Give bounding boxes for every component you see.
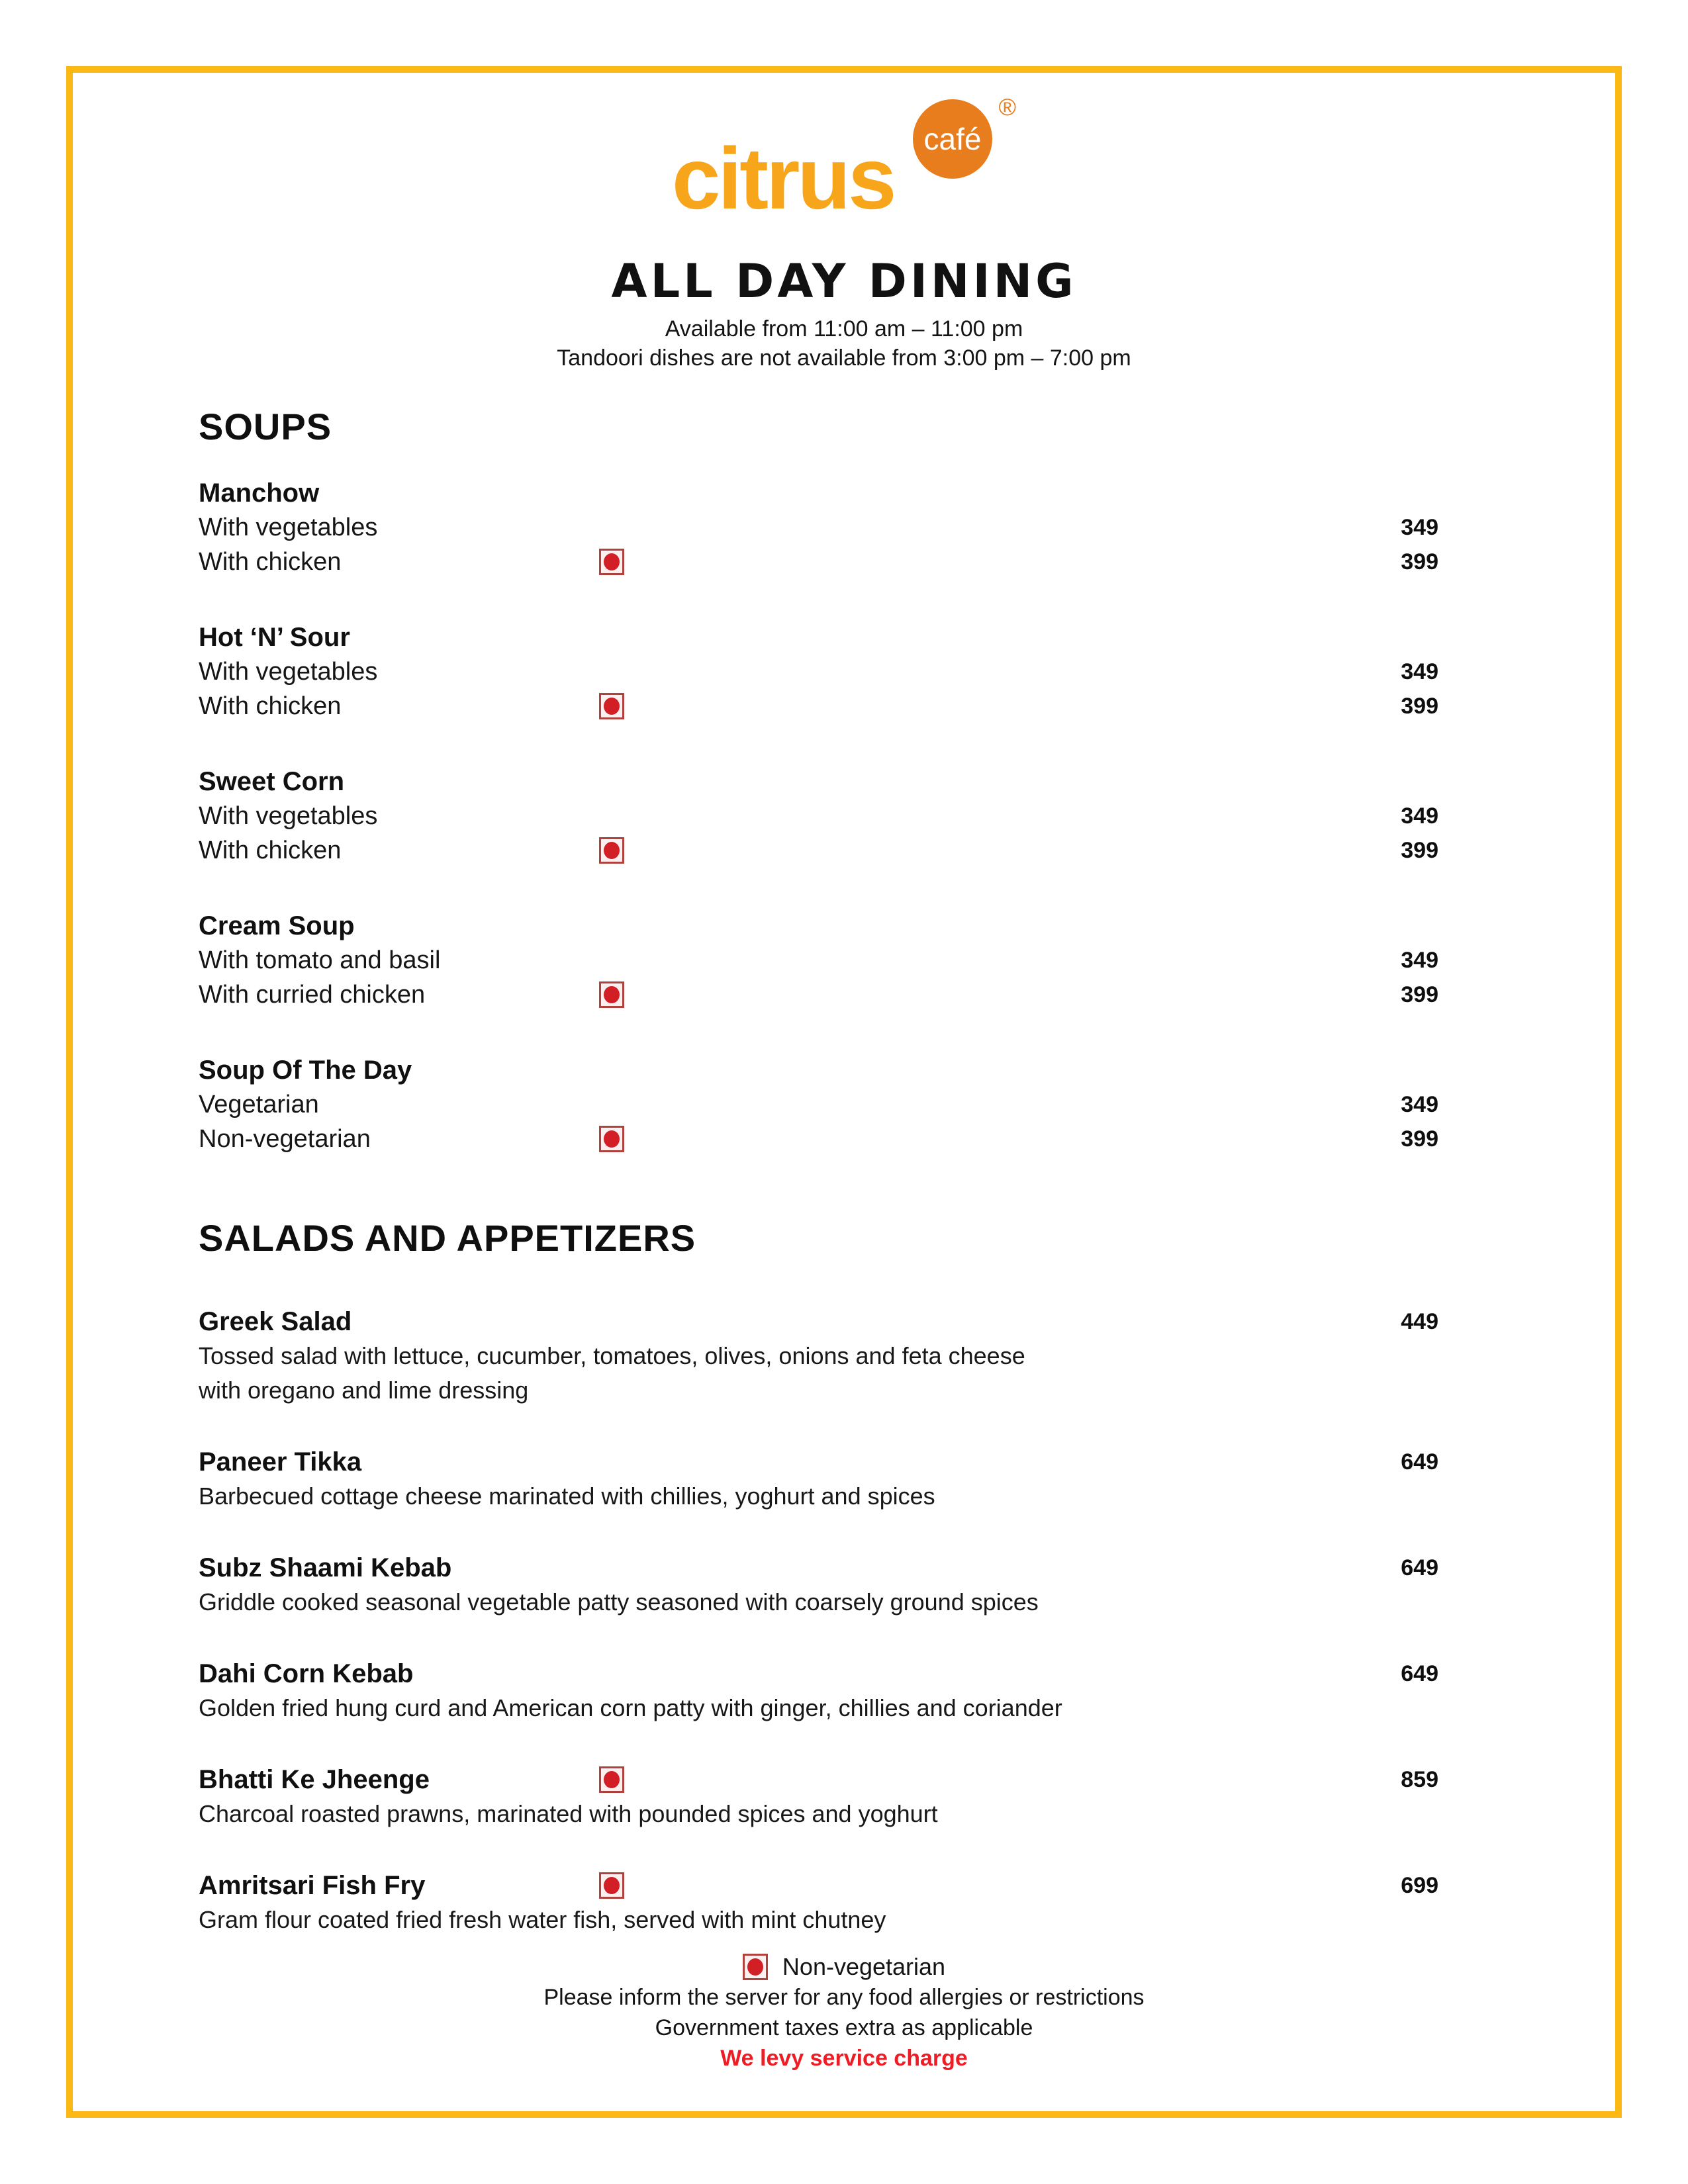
price: 349 [1401,803,1438,829]
item-description: with oregano and lime dressing [199,1377,529,1404]
registered-trademark-icon: ® [998,93,1016,120]
price: 699 [1401,1873,1438,1898]
price: 399 [1401,549,1438,574]
non-veg-dot-icon [604,1130,620,1148]
citrus-cafe-logo [672,93,1016,227]
variant-row [199,689,1438,723]
variant-row [199,655,1438,689]
item-name: Dahi Corn Kebab [199,1659,414,1688]
variant-row [199,1087,1438,1122]
non-veg-dot-icon [604,553,620,570]
section-heading-salads-appetizers: SALADS AND APPETIZERS [199,1217,696,1259]
variant-label: With chicken [199,837,342,864]
non-veg-dot-icon [747,1958,763,1976]
price: 349 [1401,515,1438,540]
price: 349 [1401,659,1438,684]
non-veg-icon [599,1872,624,1899]
price: 399 [1401,694,1438,719]
logo-cafe-text: café [923,122,982,156]
price: 449 [1401,1309,1438,1334]
price: 349 [1401,1092,1438,1117]
non-veg-dot-icon [604,698,620,715]
menu-content [199,406,1438,1937]
item-description: Charcoal roasted prawns, marinated with pounded spices and yoghurt [199,1800,938,1827]
item-name-row [199,1762,1438,1797]
variant-row [199,943,1438,978]
item-name: Manchow [199,478,320,508]
variant-label: With vegetables [199,658,378,686]
variant-row [199,1122,1438,1156]
item-name-row [199,1657,1438,1691]
allergy-note: Please inform the server for any food allergies or restrictions [543,1985,1145,2010]
variant-label: With vegetables [199,802,378,830]
item-description: Golden fried hung curd and American corn patty with ginger, chillies and coriander [199,1694,1062,1721]
item-description: Gram flour coated fried fresh water fish, served with mint chutney [199,1906,886,1933]
variant-row [199,545,1438,579]
variant-label: With chicken [199,692,342,720]
tax-note: Government taxes extra as applicable [655,2015,1033,2040]
item-description: Tossed salad with lettuce, cucumber, tomatoes, olives, onions and feta cheese [199,1342,1025,1369]
non-veg-icon [599,1766,624,1793]
variant-label: Non-vegetarian [199,1125,371,1153]
item-name: Amritsari Fish Fry [199,1871,426,1900]
item-description: Griddle cooked seasonal vegetable patty seasoned with coarsely ground spices [199,1588,1039,1615]
item-name-row [199,1551,1438,1585]
variant-label: With vegetables [199,514,378,541]
menu-group-sweet-corn [199,764,1438,868]
price: 649 [1401,1449,1438,1475]
page-title: ALL DAY DINING [611,254,1077,308]
logo-cafe-circle [913,99,992,179]
non-veg-icon [599,837,624,864]
non-veg-legend-label: Non-vegetarian [782,1953,946,1980]
non-veg-icon [743,1954,768,1980]
section-heading-soups: SOUPS [199,406,332,447]
variant-label: With curried chicken [199,981,426,1009]
item-name: Sweet Corn [199,767,345,796]
non-veg-dot-icon [604,1877,620,1894]
price: 399 [1401,1126,1438,1152]
price: 649 [1401,1555,1438,1580]
variant-label: With chicken [199,548,342,576]
item-name: Bhatti Ke Jheenge [199,1765,430,1794]
item-name-row [199,1304,1438,1339]
menu-group-manchow [199,476,1438,579]
price: 859 [1401,1767,1438,1792]
menu-footer [0,1952,1688,2073]
menu-item-subz-shaami-kebab [199,1551,1438,1619]
variant-row [199,510,1438,545]
item-name-row [199,1445,1438,1479]
non-veg-legend [0,1952,1688,1982]
variant-row [199,833,1438,868]
variant-row [199,799,1438,833]
non-veg-dot-icon [604,842,620,859]
logo-brand-text: citrus [672,130,894,227]
item-description: Barbecued cottage cheese marinated with chillies, yoghurt and spices [199,1482,935,1510]
menu-item-paneer-tikka [199,1445,1438,1514]
variant-label: Vegetarian [199,1091,319,1118]
non-veg-icon [599,981,624,1008]
item-name: Hot ‘N’ Sour [199,623,350,652]
menu-group-hot-n-sour [199,620,1438,723]
item-name-row [199,1868,1438,1903]
menu-group-cream-soup [199,909,1438,1012]
price: 349 [1401,948,1438,973]
menu-item-bhatti-ke-jheenge [199,1762,1438,1831]
non-veg-icon [599,693,624,719]
non-veg-icon [599,1126,624,1152]
menu-item-dahi-corn-kebab [199,1657,1438,1725]
price: 649 [1401,1661,1438,1686]
menu-item-amritsari-fish-fry [199,1868,1438,1937]
non-veg-dot-icon [604,986,620,1003]
variant-label: With tomato and basil [199,946,441,974]
price: 399 [1401,982,1438,1007]
item-name: Cream Soup [199,911,355,940]
tandoori-note: Tandoori dishes are not available from 3:00 pm – 7:00 pm [557,345,1131,371]
availability-note: Available from 11:00 am – 11:00 pm [665,316,1023,341]
price: 399 [1401,838,1438,863]
item-name: Soup Of The Day [199,1056,412,1085]
menu-item-greek-salad [199,1304,1438,1408]
variant-row [199,978,1438,1012]
non-veg-dot-icon [604,1771,620,1788]
service-charge-note: We levy service charge [720,2046,968,2071]
item-name: Subz Shaami Kebab [199,1553,452,1582]
menu-group-soup-of-the-day [199,1053,1438,1156]
item-name: Greek Salad [199,1307,352,1336]
item-name: Paneer Tikka [199,1447,362,1477]
non-veg-icon [599,549,624,575]
